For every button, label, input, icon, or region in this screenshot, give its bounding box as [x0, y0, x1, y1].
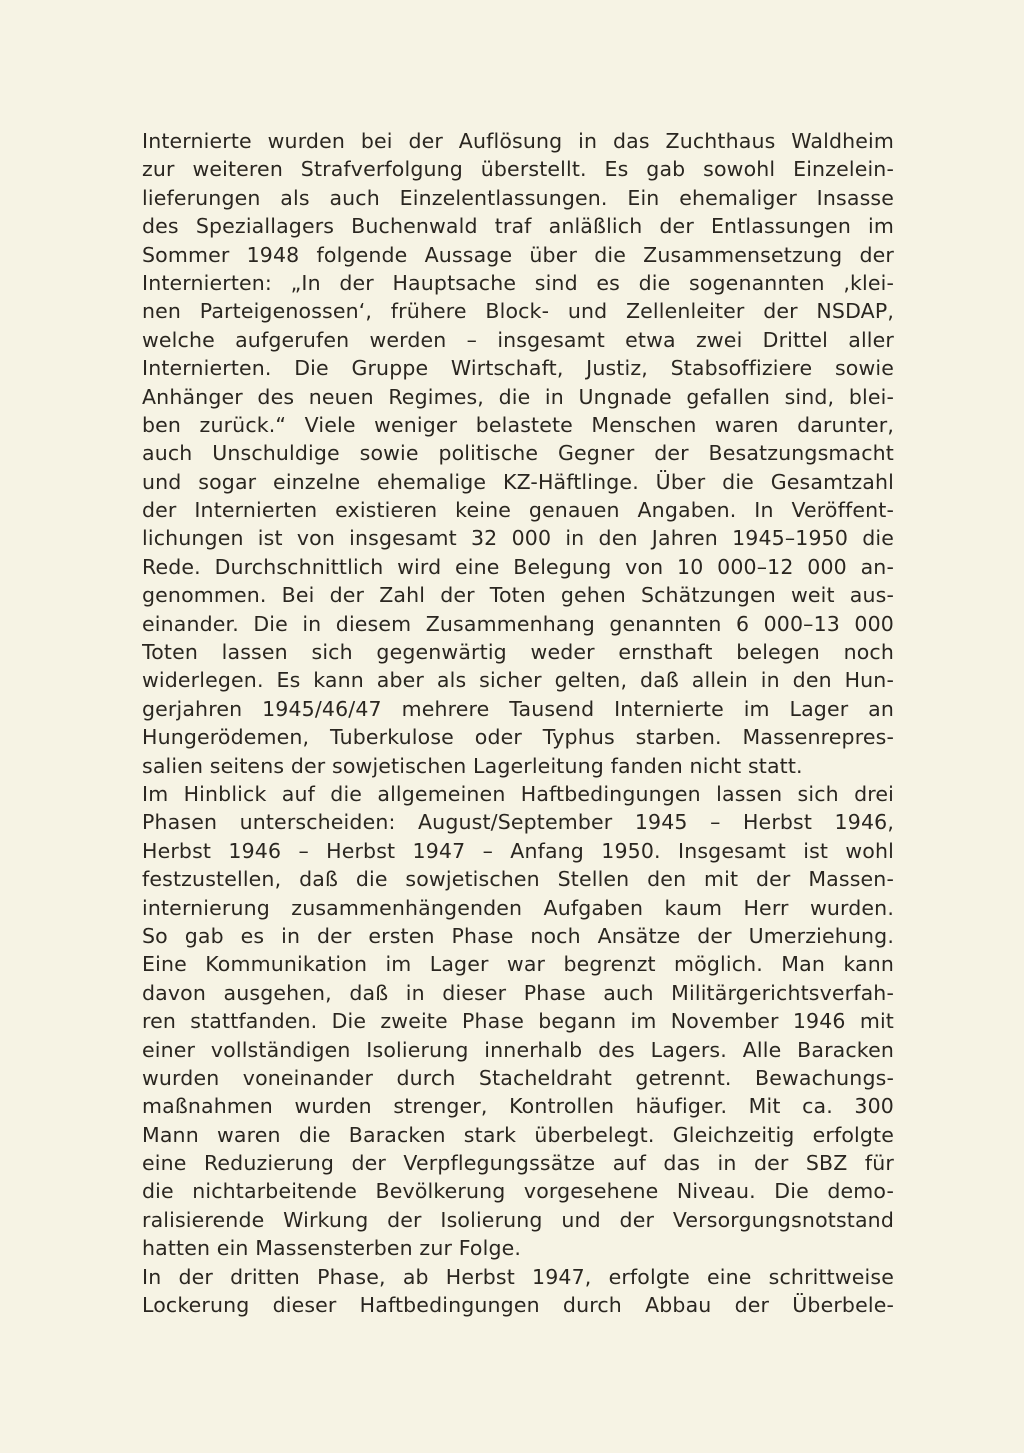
text-line: In der dritten Phase, ab Herbst 1947, erfolgte eine schrittweise	[142, 1264, 894, 1289]
text-line: gerjahren 1945/46/47 mehrere Tausend Internierte im Lager an	[142, 696, 894, 721]
text-line: nen Parteigenossen‘, frühere Block- und Zellenleiter der NSDAP,	[142, 299, 894, 324]
text-line: lieferungen als auch Einzelentlassungen. Ein ehemaliger Insasse	[142, 185, 894, 210]
text-line: davon ausgehen, daß in dieser Phase auch Militärgerichtsverfah-	[142, 980, 894, 1005]
text-line: Hungerödemen, Tuberkulose oder Typhus starben. Massenrepres-	[142, 725, 894, 750]
text-line: Internierten: „In der Hauptsache sind es die sogenannten ‚klei-	[142, 270, 894, 295]
text-line: wurden voneinander durch Stacheldraht getrennt. Bewachungs-	[142, 1065, 894, 1090]
text-line: ben zurück.“ Viele weniger belastete Menschen waren darunter,	[142, 412, 894, 437]
text-line: maßnahmen wurden strenger, Kontrollen häufiger. Mit ca. 300	[142, 1094, 894, 1119]
text-line: salien seitens der sowjetischen Lagerleitung fanden nicht statt.	[142, 753, 803, 778]
text-line: lichungen ist von insgesamt 32 000 in den Jahren 1945–1950 die	[142, 526, 894, 551]
text-line: zur weiteren Strafverfolgung überstellt. Es gab sowohl Einzelein-	[142, 157, 894, 182]
text-line: Internierten. Die Gruppe Wirtschaft, Justiz, Stabsoffiziere sowie	[142, 356, 894, 381]
text-line: auch Unschuldige sowie politische Gegner der Besatzungsmacht	[142, 441, 894, 466]
text-line: einander. Die in diesem Zusammenhang genannten 6 000–13 000	[142, 611, 894, 636]
text-line: einer vollständigen Isolierung innerhalb des Lagers. Alle Baracken	[142, 1037, 894, 1062]
text-line: internierung zusammenhängenden Aufgaben kaum Herr wurden.	[142, 895, 894, 920]
text-line: Eine Kommunikation im Lager war begrenzt möglich. Man kann	[142, 952, 894, 977]
text-line: die nichtarbeitende Bevölkerung vorgesehene Niveau. Die demo-	[142, 1179, 894, 1204]
text-line: Anhänger des neuen Regimes, die in Ungnade gefallen sind, blei-	[142, 384, 894, 409]
text-line: Toten lassen sich gegenwärtig weder ernsthaft belegen noch	[142, 640, 894, 665]
text-line: ren stattfanden. Die zweite Phase begann im November 1946 mit	[142, 1009, 894, 1034]
text-line: hatten ein Massensterben zur Folge.	[142, 1236, 522, 1261]
text-line: Mann waren die Baracken stark überbelegt. Gleichzeitig erfolgte	[142, 1122, 894, 1147]
body-text	[142, 127, 894, 1319]
text-line: festzustellen, daß die sowjetischen Stellen den mit der Massen-	[142, 867, 894, 892]
text-line: des Speziallagers Buchenwald traf anläßlich der Entlassungen im	[142, 214, 894, 239]
text-line: ralisierende Wirkung der Isolierung und der Versorgungsnotstand	[142, 1207, 894, 1232]
text-line: Im Hinblick auf die allgemeinen Haftbedingungen lassen sich drei	[142, 781, 894, 806]
text-line: der Internierten existieren keine genauen Angaben. In Veröffent-	[142, 498, 894, 523]
text-line: widerlegen. Es kann aber als sicher gelten, daß allein in den Hun-	[142, 668, 894, 693]
text-line: Herbst 1946 – Herbst 1947 – Anfang 1950. Insgesamt ist wohl	[142, 838, 894, 863]
text-line: welche aufgerufen werden – insgesamt etwa zwei Drittel aller	[142, 327, 894, 352]
text-line: Lockerung dieser Haftbedingungen durch Abbau der Überbele-	[142, 1293, 894, 1318]
text-line: und sogar einzelne ehemalige KZ-Häftlinge. Über die Gesamtzahl	[142, 469, 894, 494]
text-line: genommen. Bei der Zahl der Toten gehen Schätzungen weit aus-	[142, 583, 894, 608]
text-line: Rede. Durchschnittlich wird eine Belegung von 10 000–12 000 an-	[142, 554, 894, 579]
text-line: eine Reduzierung der Verpflegungssätze auf das in der SBZ für	[142, 1151, 894, 1176]
text-line: Internierte wurden bei der Auflösung in das Zuchthaus Waldheim	[142, 129, 894, 153]
text-line: So gab es in der ersten Phase noch Ansätze der Umerziehung.	[142, 923, 894, 948]
text-line: Sommer 1948 folgende Aussage über die Zusammensetzung der	[142, 242, 894, 267]
text-line: Phasen unterscheiden: August/September 1945 – Herbst 1946,	[142, 810, 894, 835]
